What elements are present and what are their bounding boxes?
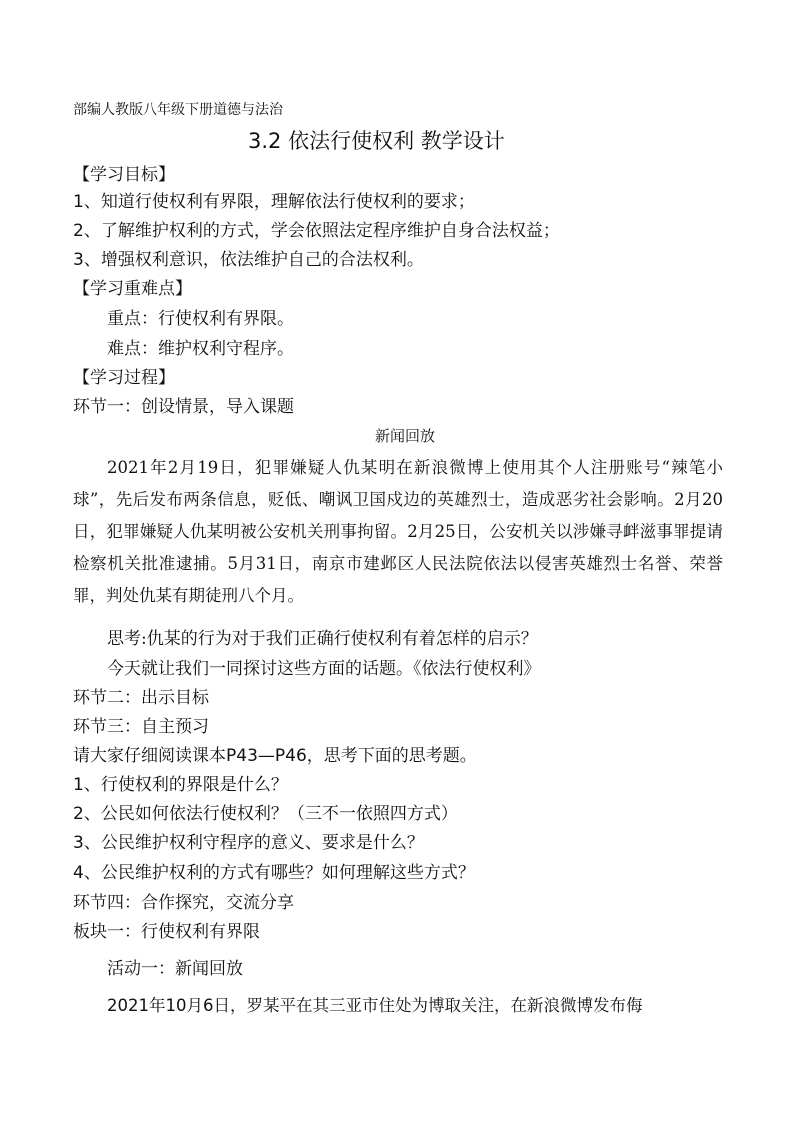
step-four: 环节四：合作探究，交流分享: [73, 893, 294, 913]
activity-one-text: 2021年10月6日，罗某平在其三亚市住处为博取关注，在新浪微博发布侮: [107, 996, 643, 1015]
think-question: 思考:仇某的行为对于我们正确行使权利有着怎样的启示？: [107, 629, 538, 649]
objective-item: 3、增强权利意识，依法维护自己的合法权利。: [73, 250, 424, 270]
process-heading: 【学习过程】: [73, 368, 175, 388]
block-one: 板块一：行使权利有界限: [73, 922, 260, 942]
objective-item: 2、了解维护权利的方式，学会依照法定程序维护自身合法权益；: [73, 221, 560, 241]
page-title: 3.2 依法行使权利 教学设计: [248, 129, 505, 153]
key-point-difficulty: 难点：维护权利守程序。: [107, 339, 294, 359]
objective-item: 1、知道行使权利有界限，理解依法行使权利的要求；: [73, 192, 475, 212]
key-points-heading: 【学习重难点】: [73, 279, 192, 299]
key-point-focus: 重点：行使权利有界限。: [107, 309, 294, 329]
lesson-intro: 今天就让我们一同探讨这些方面的话题。《依法行使权利》: [107, 659, 541, 679]
step-one: 环节一：创设情景，导入课题: [73, 397, 294, 417]
objectives-heading: 【学习目标】: [73, 165, 175, 185]
step-two: 环节二：出示目标: [73, 688, 209, 708]
news-body: 2021年2月19日，犯罪嫌疑人仇某明在新浪微博上使用其个人注册账号“辣笔小球”，先后发布两条信息，贬低、嘲讽卫国戍边的英雄烈士，造成恶劣社会影响。2月20日，犯罪嫌疑人仇某明被公安机关刑事拘留。2月25日，公安机关以涉嫌寻衅滋事罪提请检察机关批准逮捕。5月31日，南京市建邺区人民法院依法以侵害英雄烈士名誉、荣誉罪，判处仇某有期徒刑八个月。: [73, 458, 723, 605]
preview-question: 4、公民维护权利的方式有哪些？如何理解这些方式？: [73, 863, 475, 883]
preview-question: 2、公民如何依法行使权利？（三不一依照四方式）: [73, 804, 458, 824]
step-three: 环节三：自主预习: [73, 717, 209, 737]
publisher-line: 部编人教版八年级下册道德与法治: [73, 102, 283, 118]
news-title: 新闻回放: [375, 427, 436, 445]
preview-question: 1、行使权利的界限是什么？: [73, 775, 288, 795]
reading-task: 请大家仔细阅读课本P43—P46，思考下面的思考题。: [73, 746, 477, 766]
activity-one-title: 活动一：新闻回放: [107, 959, 243, 979]
preview-question: 3、公民维护权利守程序的意义、要求是什么？: [73, 833, 424, 853]
